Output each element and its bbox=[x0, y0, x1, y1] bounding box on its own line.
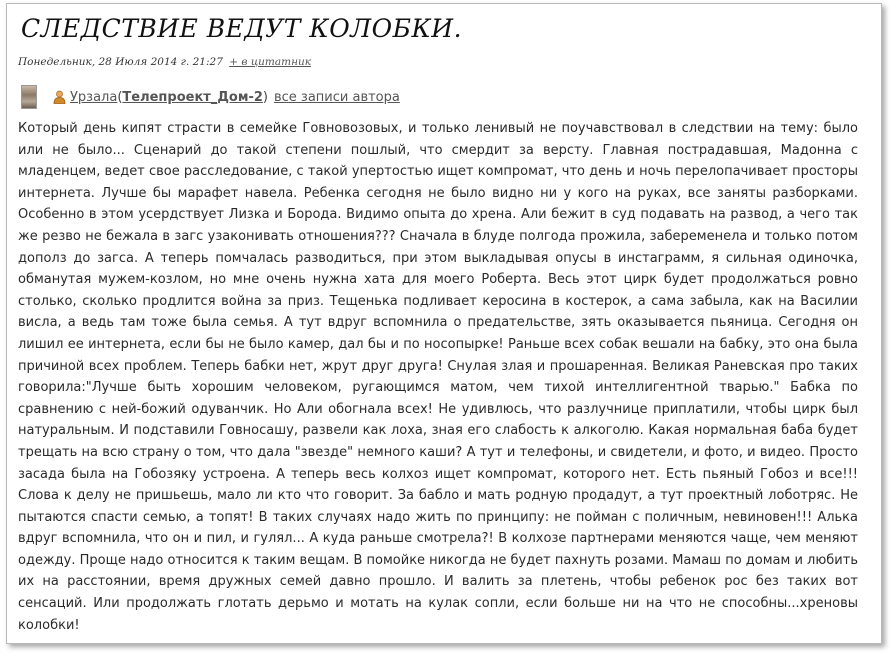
add-to-quotes-link[interactable]: + в цитатник bbox=[229, 56, 312, 68]
post-meta bbox=[18, 56, 311, 68]
author-name-link[interactable]: Урзала bbox=[70, 89, 118, 105]
post-body: Который день кипят страсти в семейке Говновозовых, и только ленивый не поучавствовал в следствии на тему: было или не было... Сценарий до такой степени пошлый, что смердит за версту. Главная пострадавшая, Мадонна с младенцем, ведет свое расследование, с такой упертостью ищет компромат, что день и ночь перелопачивает просторы интернета. Лучше бы марафет навела. Ребенка сегодня не было видно ни у кого на руках, все заняты разборками. Особенно в этом усердствует Лизка и Борода. Видимо опыта до хрена. Али бежит в суд подавать на развод, а чего так же резво не бежала в загс узаконивать отношения??? Сначала в блуде полгода прожила, забеременела и только потом дополз до загса. А теперь помчалась разводиться, при этом выкладывая опусы в инстаграмм, я сильная одиночка, обманутая мужем-козлом, но мне очень нужна хата для моего Роберта. Весь этот цирк будет продолжаться ровно столько, сколько продлится война за приз. Тещенька подливает керосина в костерок, а сама забыла, как на Василии висла, а ведь там тоже была семья. А тут вдруг вспомнила о предательстве, зять оказывается пьяница. Сегодня он лишил ее интернета, если бы не было камер, дал бы и по носопырке! Раньше всех собак вешали на бабку, это она была причиной всех проблем. Теперь бабки нет, жрут друг друга! Снулая злая и прошаренная. Великая Раневская про таких говорила:"Лучше быть хорошим человеком, ругающимся матом, чем тихой интеллигентной тварью." Бабка по сравнению с ней-божий одуванчик. Но Али обогнала всех! Не удивлюсь, что разлучнице приплатили, чтобы цирк был натуральным. И подставили Говносашу, развели как лоха, зная его слабость к алкоголю. Какая нормальная баба будет трещать на всю страну о том, что дала "звезде" немного каши? А тут и телефоны, и свидетели, и фото, и видео. Просто засада была на Гобозяку устроена. А теперь весь колхоз ищет компромат, которого нет. Есть пьяный Гобоз и все!!! Слова к делу не пришьешь, мало ли кто что говорит. За бабло и мать родную продадут, а тут проектный лоботряс. Не пытаются спасти семью, а топят! В таких случаях надо жить по принципу: не пойман с поличным, невиновен!!! Алька вдруг вспомнила, что он и пил, и гулял... А куда раньше смотрела?! В колхозе партнерами меняются чаще, чем меняют одежду. Проще надо относится к таким вещам. В помойке никогда не будет пахнуть розами. Мамаш по домам и любить их на расстоянии, время дружных семей давно прошло. И валить за плетень, чтобы ребенок рос без таких вот сенсаций. Или продолжать глотать дерьмо и мотать на кулак сопли, если больше ни на что не способны...хреновы колобки! bbox=[18, 121, 858, 633]
community-link[interactable]: Телепроект_Дом-2 bbox=[122, 89, 263, 105]
post-title: СЛЕДСТВИЕ ВЕДУТ КОЛОБКИ. bbox=[21, 14, 463, 43]
avatar[interactable] bbox=[21, 85, 37, 109]
all-author-posts-link[interactable]: все записи автора bbox=[273, 89, 400, 105]
post-date: Понедельник, 28 Июля 2014 г. 21:27 bbox=[18, 56, 223, 68]
community-open-paren: ( bbox=[117, 89, 123, 105]
post-container bbox=[6, 3, 882, 644]
author-row bbox=[21, 84, 400, 110]
user-icon bbox=[53, 90, 66, 104]
community-close-paren: ) bbox=[262, 89, 268, 105]
